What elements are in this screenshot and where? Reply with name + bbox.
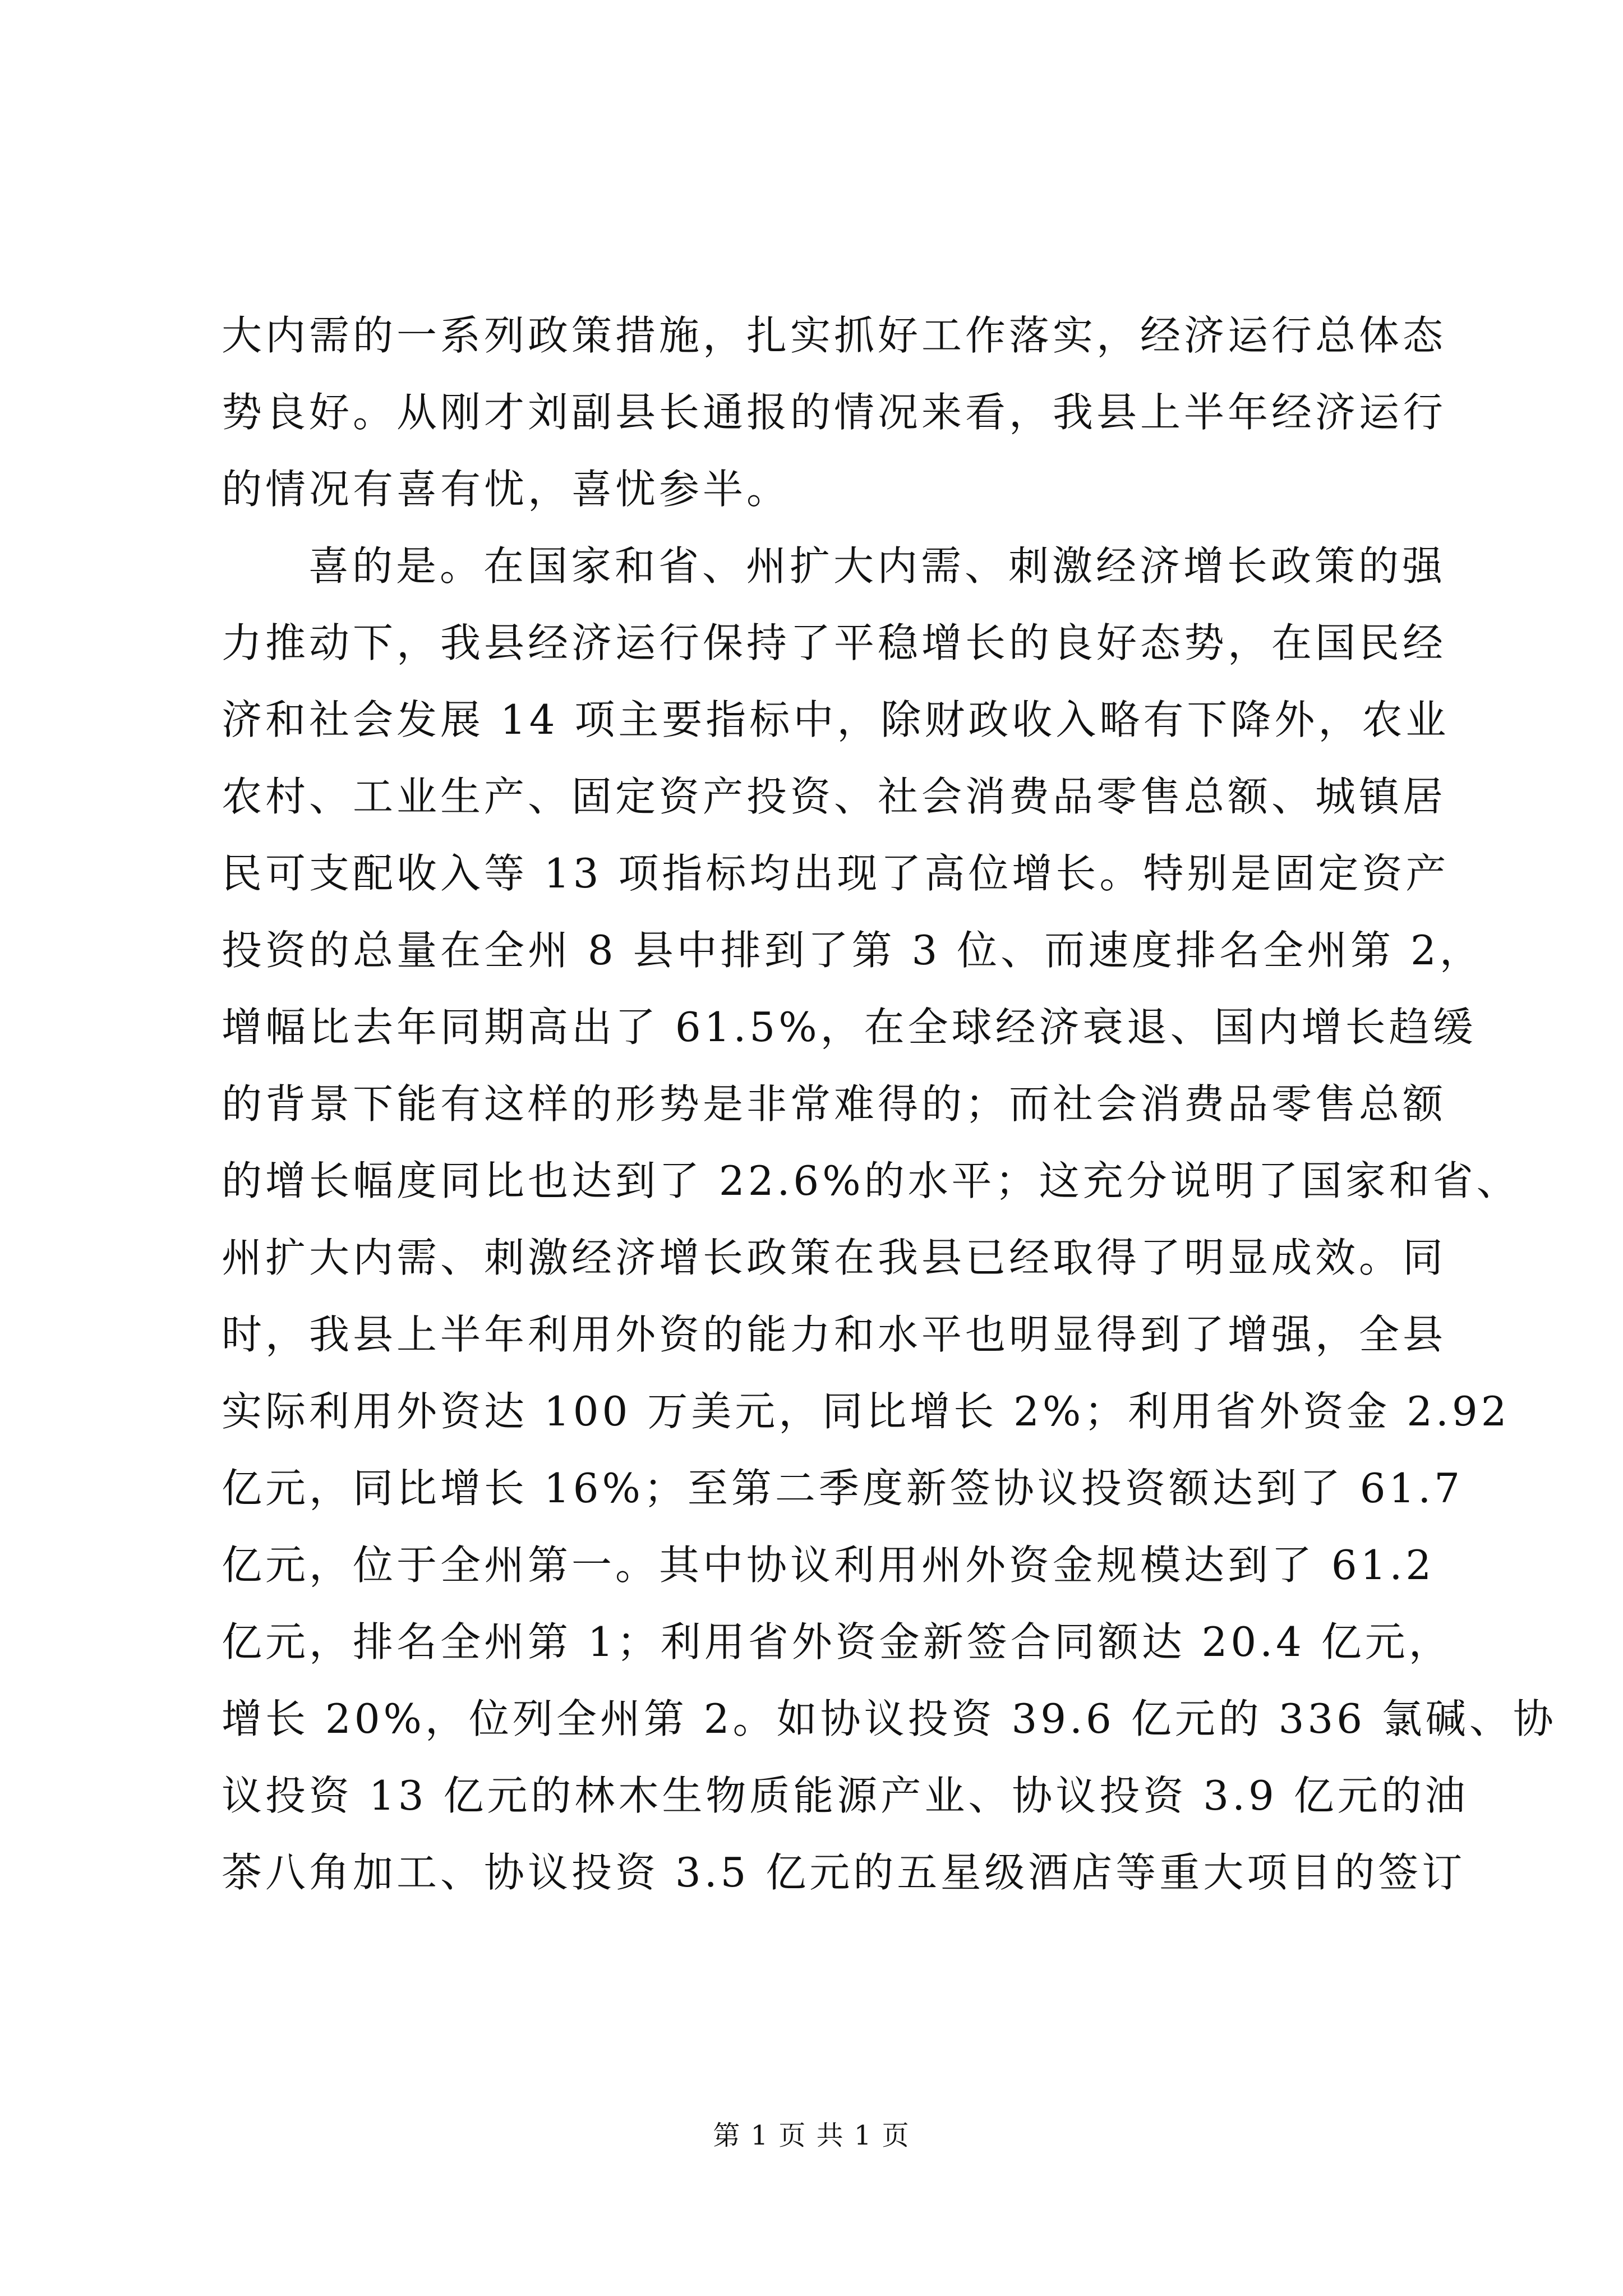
text-line: 的情况有喜有忧，喜忧参半。 — [222, 466, 791, 513]
text-line: 农村、工业生产、固定资产投资、社会消费品零售总额、城镇居 — [222, 773, 1447, 820]
text-line: 力推动下，我县经济运行保持了平稳增长的良好态势，在国民经 — [222, 619, 1447, 666]
text-line: 实际利用外资达 100 万美元，同比增长 2%；利用省外资金 2.92 — [222, 1388, 1510, 1435]
text-line: 亿元，同比增长 16%；至第二季度新签协议投资额达到了 61.7 — [222, 1465, 1464, 1512]
text-line: 增长 20%，位列全州第 2。如协议投资 39.6 亿元的 336 氯碱、协 — [222, 1695, 1557, 1742]
page-footer — [0, 2114, 1623, 2152]
text-line: 投资的总量在全州 8 县中排到了第 3 位、而速度排名全州第 2， — [222, 927, 1483, 974]
paragraph-first-line: 喜的是。在国家和省、州扩大内需、刺激经济增长政策的强 — [308, 542, 1446, 590]
text-line: 的增长幅度同比也达到了 22.6%的水平；这充分说明了国家和省、 — [222, 1157, 1520, 1204]
page-number: 第 1 页 共 1 页 — [713, 2120, 910, 2151]
text-line: 民可支配收入等 13 项指标均出现了高位增长。特别是固定资产 — [222, 850, 1450, 897]
document-body — [222, 297, 1557, 1911]
text-line: 州扩大内需、刺激经济增长政策在我县已经取得了明显成效。同 — [222, 1234, 1447, 1281]
text-line: 大内需的一系列政策措施，扎实抓好工作落实，经济运行总体态 — [222, 312, 1447, 359]
text-line: 亿元，排名全州第 1；利用省外资金新签合同额达 20.4 亿元， — [222, 1618, 1453, 1665]
text-line: 势良好。从刚才刘副县长通报的情况来看，我县上半年经济运行 — [222, 389, 1447, 436]
text-line: 茶八角加工、协议投资 3.5 亿元的五星级酒店等重大项目的签订 — [222, 1849, 1466, 1896]
text-line: 议投资 13 亿元的林木生物质能源产业、协议投资 3.9 亿元的油 — [222, 1772, 1469, 1819]
text-line: 增幅比去年同期高出了 61.5%，在全球经济衰退、国内增长趋缓 — [222, 1004, 1477, 1051]
text-line: 时，我县上半年利用外资的能力和水平也明显得到了增强，全县 — [222, 1311, 1447, 1358]
text-line: 济和社会发展 14 项主要指标中，除财政收入略有下降外，农业 — [222, 696, 1450, 743]
text-line: 亿元，位于全州第一。其中协议利用州外资金规模达到了 61.2 — [222, 1542, 1435, 1589]
text-line: 的背景下能有这样的形势是非常难得的；而社会消费品零售总额 — [222, 1080, 1447, 1128]
